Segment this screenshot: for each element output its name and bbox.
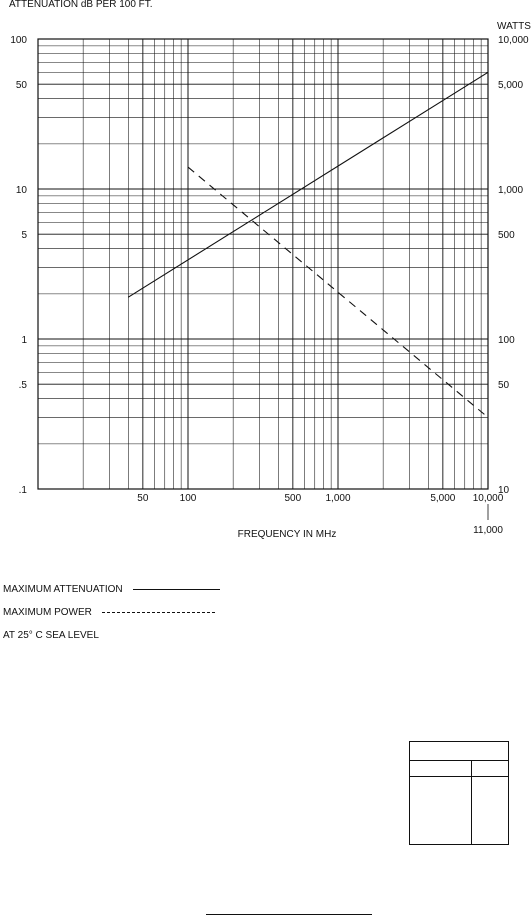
x-tick-label: 50 xyxy=(137,493,149,504)
x-tick-label: 10,000 xyxy=(472,493,504,504)
legend-conditions: AT 25° C SEA LEVEL xyxy=(3,630,99,641)
grid xyxy=(38,39,488,489)
y-tick-label-left: 1 xyxy=(21,335,27,346)
y-tick-label-right: 1,000 xyxy=(498,185,524,196)
x-tick-label: 100 xyxy=(179,493,197,504)
y-tick-label-right: 50 xyxy=(498,380,510,392)
y-tick-label-right: 10,000 xyxy=(498,35,529,46)
table-divider-header xyxy=(410,776,508,777)
legend-dashed-swatch xyxy=(102,612,215,613)
y-axis-label-right: WATTS xyxy=(497,21,531,32)
y-tick-label-left: .1 xyxy=(18,485,27,496)
y-tick-label-left: 10 xyxy=(15,185,27,196)
x-extra-tick-label: 11,000 xyxy=(473,525,503,536)
x-axis-label: FREQUENCY IN MHz xyxy=(237,529,337,540)
x-tick-label: 5,000 xyxy=(430,493,456,504)
series-group xyxy=(128,72,488,417)
tick-labels xyxy=(10,35,529,536)
y-tick-label-right: 10 xyxy=(498,485,510,496)
y-tick-label-left: 5 xyxy=(21,230,27,242)
x-tick-label: 500 xyxy=(284,493,302,504)
table-column-divider xyxy=(471,760,472,844)
blank-table xyxy=(409,741,509,845)
x-tick-label: 1,000 xyxy=(325,493,351,504)
y-axis-label-left: ATTENUATION dB PER 100 FT. xyxy=(9,0,153,10)
legend-solid-swatch xyxy=(133,589,220,590)
legend-power-label: MAXIMUM POWER xyxy=(3,607,92,618)
legend-attenuation-label: MAXIMUM ATTENUATION xyxy=(3,584,123,595)
legend-attenuation xyxy=(3,584,220,595)
y-tick-label-left: 50 xyxy=(15,80,27,92)
plot-frame xyxy=(38,39,488,489)
y-tick-label-left: .5 xyxy=(18,380,27,392)
table-divider-top xyxy=(410,760,508,761)
legend-power xyxy=(3,607,215,618)
y-tick-label-right: 100 xyxy=(498,335,515,346)
y-tick-label-right: 500 xyxy=(498,230,515,242)
footer-rule xyxy=(206,914,372,915)
y-tick-label-left: 100 xyxy=(10,35,27,46)
series-line-max-attenuation xyxy=(128,72,488,297)
y-tick-label-right: 5,000 xyxy=(498,80,524,92)
